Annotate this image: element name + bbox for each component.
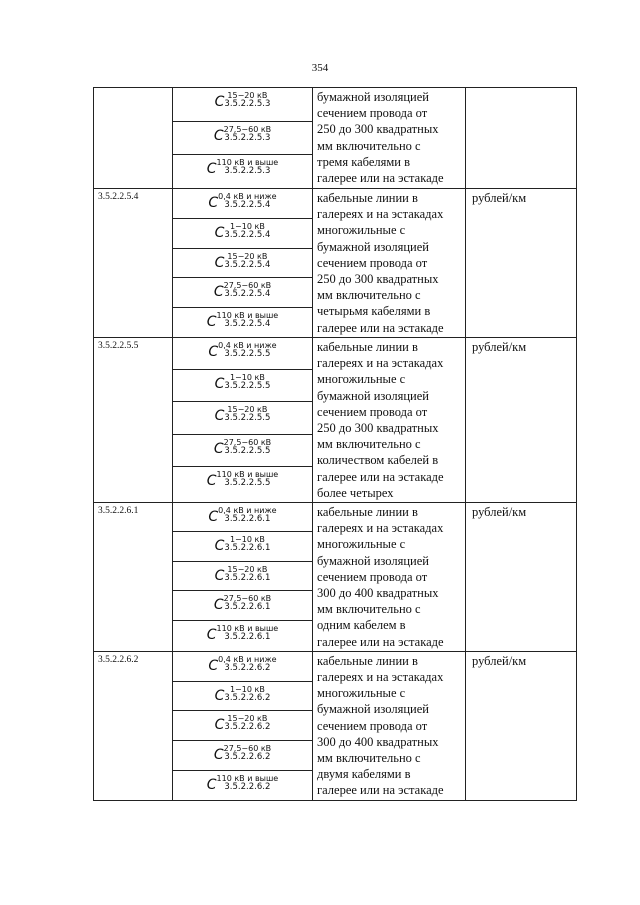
row-unit: рублей/км — [466, 337, 577, 502]
symbol-row — [173, 249, 312, 279]
cost-symbol — [208, 503, 276, 531]
symbol-row — [173, 88, 312, 122]
symbol-letter: C — [213, 597, 224, 614]
symbol-letter: C — [214, 538, 225, 555]
symbol-subscript: 3.5.2.2.5.5 — [224, 445, 271, 456]
symbol-row — [173, 711, 312, 741]
table-row — [94, 88, 577, 189]
symbol-subscript: 3.5.2.2.6.2 — [224, 692, 271, 703]
symbol-superscript: 0,4 кВ и ниже — [218, 654, 277, 664]
symbol-row — [173, 435, 312, 467]
row-code: 3.5.2.2.5.4 — [94, 188, 173, 337]
symbol-letter: C — [208, 508, 219, 525]
symbol-subscript: 3.5.2.2.6.2 — [224, 662, 271, 673]
symbol-row — [173, 278, 312, 308]
symbol-subscript: 3.5.2.2.5.3 — [224, 99, 271, 109]
symbol-letter: C — [213, 284, 224, 301]
cost-symbol — [207, 308, 278, 336]
symbol-letter: C — [206, 161, 217, 178]
row-description: кабельные линии в галереях и на эстакадах многожильные с бумажной изоляцией сечением провода от 300 до 400 квадратных мм включительно с двумя кабелями в галерее или на эстакаде — [313, 651, 466, 800]
symbol-letter: C — [213, 440, 224, 457]
cost-symbol — [215, 370, 271, 398]
cost-symbol — [214, 122, 271, 150]
symbol-subscript: 3.5.2.2.5.3 — [224, 132, 271, 143]
symbol-subscript: 3.5.2.2.6.2 — [224, 752, 271, 763]
symbol-letter: C — [214, 408, 225, 425]
tariff-table — [93, 87, 577, 801]
cost-symbol — [207, 621, 278, 649]
row-code: 3.5.2.2.5.5 — [94, 337, 173, 502]
row-unit: рублей/км — [466, 502, 577, 651]
symbol-cell — [173, 502, 313, 651]
cost-symbol — [215, 682, 271, 710]
symbol-superscript: 0,4 кВ и ниже — [218, 340, 277, 350]
symbol-row — [173, 155, 312, 188]
symbol-row — [173, 467, 312, 498]
symbol-subscript: 3.5.2.2.5.3 — [224, 166, 271, 177]
symbol-row — [173, 122, 312, 156]
symbol-superscript: 27,5−60 кВ — [223, 124, 272, 134]
symbol-letter: C — [208, 657, 219, 674]
symbol-row — [173, 682, 312, 712]
symbol-subscript: 3.5.2.2.5.4 — [224, 289, 271, 300]
row-unit: рублей/км — [466, 651, 577, 800]
cost-symbol — [215, 402, 271, 430]
row-unit — [466, 88, 577, 189]
symbol-subscript: 3.5.2.2.6.1 — [224, 602, 271, 613]
cost-symbol — [214, 741, 271, 769]
symbol-row — [173, 562, 312, 591]
symbol-superscript: 0,4 кВ и ниже — [218, 191, 277, 201]
cost-symbol — [207, 771, 278, 799]
symbol-row — [173, 741, 312, 771]
cost-symbol — [214, 591, 271, 619]
symbol-row — [173, 503, 312, 532]
symbol-subscript: 3.5.2.2.5.4 — [224, 229, 271, 240]
row-unit: рублей/км — [466, 188, 577, 337]
table-row — [94, 651, 577, 800]
symbol-row — [173, 591, 312, 620]
cost-symbol — [215, 532, 271, 560]
symbol-row — [173, 219, 312, 249]
symbol-subscript: 3.5.2.2.6.1 — [224, 543, 271, 554]
symbol-subscript: 3.5.2.2.6.1 — [224, 513, 271, 524]
symbol-superscript: 1−10 кВ — [229, 535, 265, 545]
row-code: 3.5.2.2.6.2 — [94, 651, 173, 800]
symbol-row — [173, 532, 312, 561]
cost-symbol — [208, 189, 276, 217]
symbol-letter: C — [213, 127, 224, 144]
symbol-cell — [173, 88, 313, 189]
page-number: 354 — [311, 62, 329, 74]
symbol-subscript: 3.5.2.2.5.4 — [224, 319, 271, 330]
cost-symbol — [207, 467, 278, 495]
symbol-letter: C — [214, 254, 225, 271]
symbol-superscript: 27,5−60 кВ — [223, 594, 272, 604]
symbol-superscript: 27,5−60 кВ — [223, 744, 272, 754]
symbol-row — [173, 402, 312, 434]
row-code: 3.5.2.2.6.1 — [94, 502, 173, 651]
symbol-superscript: 27,5−60 кВ — [223, 437, 272, 447]
symbol-letter: C — [208, 194, 219, 211]
symbol-letter: C — [214, 687, 225, 704]
symbol-superscript: 15−20 кВ — [227, 91, 268, 100]
symbol-cell — [173, 337, 313, 502]
symbol-subscript: 3.5.2.2.5.5 — [224, 348, 271, 359]
symbol-letter: C — [213, 747, 224, 764]
symbol-superscript: 15−20 кВ — [227, 251, 268, 261]
symbol-subscript: 3.5.2.2.5.5 — [224, 381, 271, 392]
cost-symbol — [215, 249, 271, 277]
symbol-superscript: 110 кВ и выше — [216, 469, 279, 479]
symbol-subscript: 3.5.2.2.6.1 — [224, 572, 271, 583]
symbol-letter: C — [214, 717, 225, 734]
symbol-superscript: 110 кВ и выше — [216, 311, 279, 321]
symbol-letter: C — [214, 567, 225, 584]
cost-symbol — [214, 435, 271, 463]
symbol-row — [173, 370, 312, 402]
cost-symbol — [215, 562, 271, 590]
symbol-row — [173, 308, 312, 337]
symbol-superscript: 110 кВ и выше — [216, 774, 279, 783]
symbol-cell — [173, 188, 313, 337]
symbol-row — [173, 338, 312, 370]
symbol-superscript: 15−20 кВ — [227, 405, 268, 415]
symbol-letter: C — [206, 472, 217, 489]
symbol-letter: C — [214, 224, 225, 241]
cost-symbol — [208, 652, 276, 680]
symbol-subscript: 3.5.2.2.6.2 — [224, 722, 271, 733]
symbol-letter: C — [206, 314, 217, 331]
symbol-letter: C — [206, 626, 217, 643]
symbol-subscript: 3.5.2.2.5.4 — [224, 199, 271, 210]
symbol-superscript: 110 кВ и выше — [216, 623, 279, 633]
symbol-subscript: 3.5.2.2.5.5 — [224, 413, 271, 424]
row-description: кабельные линии в галереях и на эстакадах многожильные с бумажной изоляцией сечением провода от 300 до 400 квадратных мм включительно с одним кабелем в галерее или на эстакаде — [313, 502, 466, 651]
symbol-letter: C — [208, 343, 219, 360]
table-row — [94, 188, 577, 337]
symbol-superscript: 15−20 кВ — [227, 714, 268, 724]
symbol-subscript: 3.5.2.2.6.1 — [224, 631, 271, 642]
symbol-row — [173, 652, 312, 682]
row-code — [94, 88, 173, 189]
symbol-superscript: 15−20 кВ — [227, 564, 268, 574]
cost-symbol — [208, 338, 276, 366]
symbol-superscript: 1−10 кВ — [229, 684, 265, 694]
symbol-letter: C — [206, 777, 217, 793]
cost-symbol — [215, 219, 271, 247]
symbol-subscript: 3.5.2.2.6.2 — [224, 782, 271, 792]
symbol-superscript: 0,4 кВ и ниже — [218, 505, 277, 515]
symbol-letter: C — [214, 94, 225, 110]
cost-symbol — [215, 88, 271, 116]
symbol-letter: C — [214, 376, 225, 393]
table-row — [94, 502, 577, 651]
symbol-subscript: 3.5.2.2.5.5 — [224, 477, 271, 488]
row-description: бумажной изоляцией сечением провода от 250 до 300 квадратных мм включительно с тремя кабелями в галерее или на эстакаде — [313, 88, 466, 189]
symbol-row — [173, 621, 312, 649]
cost-symbol — [215, 711, 271, 739]
row-description: кабельные линии в галереях и на эстакадах многожильные с бумажной изоляцией сечением провода от 250 до 300 квадратных мм включительно с четырьмя кабелями в галерее или на эстакаде — [313, 188, 466, 337]
row-description: кабельные линии в галереях и на эстакадах многожильные с бумажной изоляцией сечением провода от 250 до 300 квадратных мм включительно с количеством кабелей в галерее или на эстакаде более четырех — [313, 337, 466, 502]
symbol-cell — [173, 651, 313, 800]
table-row — [94, 337, 577, 502]
cost-symbol — [207, 155, 278, 183]
symbol-superscript: 27,5−60 кВ — [223, 281, 272, 291]
symbol-row — [173, 189, 312, 219]
symbol-row — [173, 771, 312, 800]
symbol-superscript: 110 кВ и выше — [216, 158, 279, 168]
cost-symbol — [214, 278, 271, 306]
symbol-subscript: 3.5.2.2.5.4 — [224, 259, 271, 270]
symbol-superscript: 1−10 кВ — [229, 221, 265, 231]
symbol-superscript: 1−10 кВ — [229, 373, 265, 383]
